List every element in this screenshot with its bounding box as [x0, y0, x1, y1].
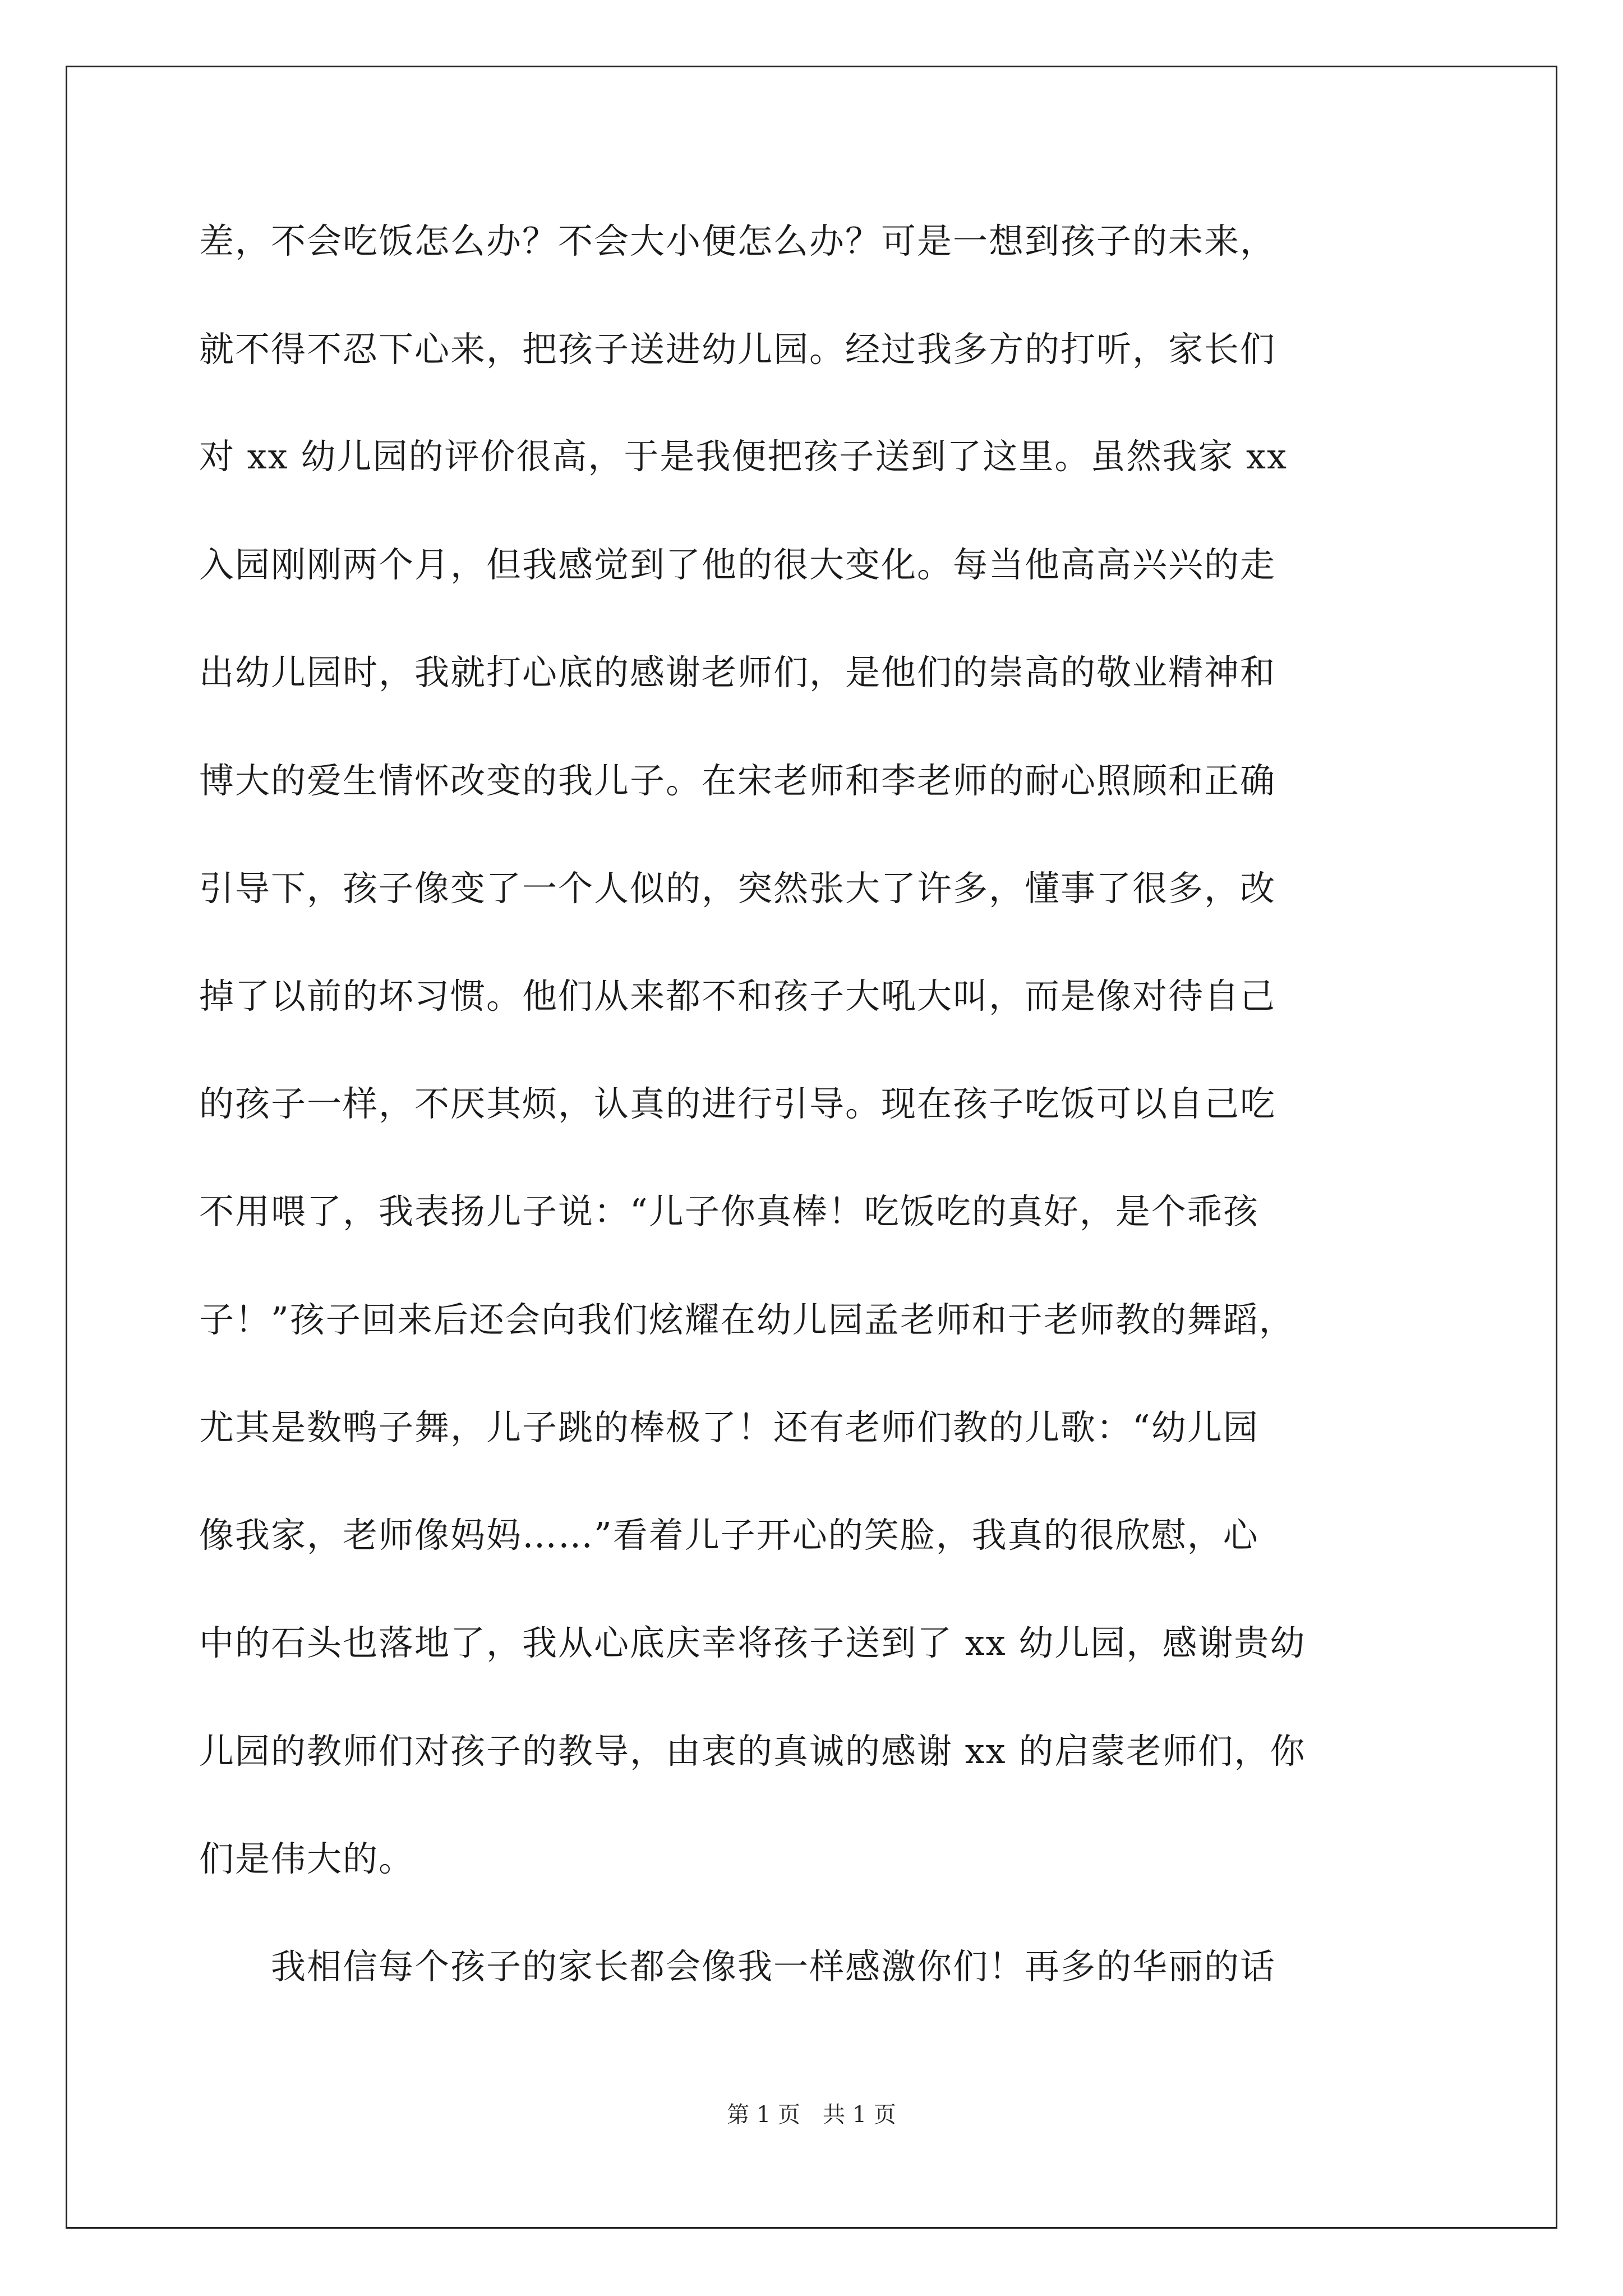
text-line: 我相信每个孩子的家长都会像我一样感激你们！再多的华丽的话	[199, 1946, 1276, 1987]
text-line: 不用喂了，我表扬儿子说：“儿子你真棒！吃饭吃的真好，是个乖孩	[199, 1191, 1259, 1232]
text-line: 的孩子一样，不厌其烦，认真的进行引导。现在孩子吃饭可以自己吃	[199, 1083, 1276, 1124]
text-line: 出幼儿园时，我就打心底的感谢老师们，是他们的崇高的敬业精神和	[199, 652, 1276, 693]
text-line: 对 xx 幼儿园的评价很高，于是我便把孩子送到了这里。虽然我家 xx	[199, 436, 1288, 477]
text-line: 掉了以前的坏习惯。他们从来都不和孩子大吼大叫，而是像对待自己	[199, 976, 1276, 1016]
text-line: 就不得不忍下心来，把孩子送进幼儿园。经过我多方的打听，家长们	[199, 329, 1276, 370]
text-line: 尤其是数鸭子舞，儿子跳的棒极了！还有老师们教的儿歌：“幼儿园	[199, 1407, 1259, 1448]
text-line: 儿园的教师们对孩子的教导，由衷的真诚的感谢 xx 的启蒙老师们，你	[199, 1731, 1306, 1772]
text-line: 们是伟大的。	[199, 1838, 415, 1879]
page-border	[66, 66, 1557, 2229]
text-line: 中的石头也落地了，我从心底庆幸将孩子送到了 xx 幼儿园，感谢贵幼	[199, 1622, 1306, 1663]
text-line: 差，不会吃饭怎么办？不会大小便怎么办？可是一想到孩子的未来，	[199, 220, 1276, 261]
page-footer: 第 1 页 共 1 页	[727, 2102, 896, 2128]
text-line: 像我家，老师像妈妈……”看着儿子开心的笑脸，我真的很欣慰，心	[199, 1515, 1259, 1556]
text-line: 引导下，孩子像变了一个人似的，突然张大了许多，懂事了很多，改	[199, 868, 1276, 909]
text-line: 子！”孩子回来后还会向我们炫耀在幼儿园孟老师和于老师教的舞蹈，	[199, 1299, 1295, 1340]
text-line: 博大的爱生情怀改变的我儿子。在宋老师和李老师的耐心照顾和正确	[199, 760, 1276, 801]
text-line: 入园刚刚两个月，但我感觉到了他的很大变化。每当他高高兴兴的走	[199, 544, 1276, 585]
